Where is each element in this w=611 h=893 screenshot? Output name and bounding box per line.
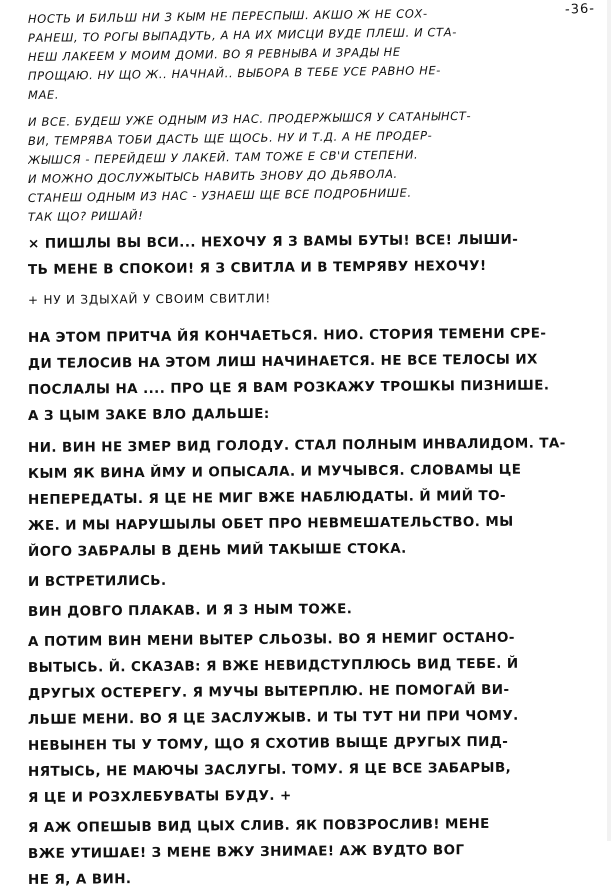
text-line: НЕ Я, А ВИН. [27,871,132,888]
text-line: ПРОЩАЮ. НУ ЩО Ж.. НАЧНАЙ.. ВЫБОРА В ТЕБЕ УСЕ РАВНО НЕ- [27,63,442,83]
text-line: ВЫТЫСЬ. Й. СКАЗАВ: Я ВЖЕ НЕВИДСТУПЛЮСЬ ВИД ТЕБЕ. Й [27,655,519,676]
paragraph-9 [28,629,594,811]
page-content [28,8,594,893]
text-line: И ВСТРЕТИЛИСЬ. [27,572,167,590]
paragraph-7 [28,569,594,595]
text-line: СТАНЕШ ОДНЫМ ИЗ НАС - УЗНАЕШ ЩЕ ВСЕ ПОДРОБНИШЕ. [27,185,412,205]
text-line: КЫМ ЯК ВИНА ЙМУ И ОПЫСАЛА. И МУЧЫВСЯ. СЛОВАМЫ ЦЕ [27,461,522,482]
text-line: А ПОТИМ ВИН МЕНИ ВЫТЕР СЛЬОЗЫ. ВО Я НЕМИГ ОСТАНО- [27,629,515,650]
text-line: ПОСЛАЛЫ НА .... ПРО ЦЕ Я ВАМ РОЗКАЖУ ТРОШКЫ ПИЗНИШЕ. [27,377,550,398]
text-line: Я ЦЕ И РОЗХЛЕБУВАТЫ БУДУ. + [27,787,292,806]
text-line: НЕПЕРЕДАТЫ. Я ЦЕ НЕ МИГ ВЖЕ НАБЛЮДАТЫ. Й МИЙ ТО- [27,487,507,508]
text-line: ЙОГО ЗАБРАЛЫ В ДЕНЬ МИЙ ТАКЫШЕ СТОКА. [27,540,407,560]
paragraph-6 [28,435,594,565]
text-line: РАНЕШ, ТО РОГЫ ВЫПАДУТЬ, А НА ИХ МИСЦИ ВУДЕ ПЛЕШ. И СТА- [27,25,458,45]
paragraph-8 [28,599,594,625]
text-line: НИ. ВИН НЕ ЗМЕР ВИД ГОЛОДУ. СТАЛ ПОЛНЫМ ИНВАЛИДОМ. ТА- [27,435,566,456]
text-line: ТЬ МЕНЕ В СПОКОИ! Я З СВИТЛА И В ТЕМРЯВУ НЕХОЧУ! [27,257,487,278]
paragraph-10 [28,815,594,893]
text-line: НЕВЫНЕН ТЫ У ТОМУ, ЩО Я СХОТИВ ВЫЩЕ ДРУГЫХ ПИД- [27,733,509,754]
text-line: Я АЖ ОПЕШЫВ ВИД ЦЫХ СЛИВ. ЯК ПОВЗРОСЛИВ! МЕНЕ [27,815,490,836]
text-line: НЕШ ЛАКЕЕМ У МОИМ ДОМИ. ВО Я РЕВНЫВА И ЗРАДЫ НЕ [27,44,401,64]
paragraph-2 [27,108,594,227]
text-line: ЖЫШСЯ - ПЕРЕЙДЕШ У ЛАКЕЙ. ТАМ ТОЖЕ Е СВ'И СТЕПЕНИ. [27,147,419,167]
text-line: ВИН ДОВГО ПЛАКАВ. И Я З НЫМ ТОЖЕ. [27,601,353,620]
text-line: ТАК ЩО? РИШАЙ! [27,208,144,224]
text-line: НОСТЬ И БИЛЬШ НИ З КЫМ НЕ ПЕРЕСПЫШ. АКШО Ж НЕ СОХ- [27,6,428,26]
page-edge-shadow [607,0,611,841]
text-line: НЯТЫСЬ, НЕ МАЮЧЫ ЗАСЛУГЫ. ТОМУ. Я ЦЕ ВСЕ ЗАБАРЫВ, [27,759,512,780]
text-line: ДИ ТЕЛОСИВ НА ЭТОМ ЛИШ НАЧИНАЕТСЯ. НЕ ВСЕ ТЕЛОСЫ ИХ [27,351,538,372]
text-line: ЛЬШЕ МЕНИ. ВО Я ЦЕ ЗАСЛУЖЫВ. И ТЫ ТУТ НИ ПРИ ЧОМУ. [27,707,519,728]
text-line: × ПИШЛЫ ВЫ ВСИ... НЕХОЧУ Я З ВАМЫ БУТЫ! ВСЕ! ЛЫШИ- [27,231,519,252]
text-line: МАЕ. [27,87,60,102]
text-line: + НУ И ЗДЫХАЙ У СВОИМ СВИТЛИ! [27,291,271,307]
paragraph-3 [28,231,594,283]
text-line: А З ЦЫМ ЗАКЕ ВЛО ДАЛЬШЕ: [27,405,270,424]
paragraph-4 [28,289,594,311]
page-number: -36- [564,1,596,18]
text-line: ВЖЕ УТИШАЕ! З МЕНЕ ВЖУ ЗНИМАЕ! АЖ ВУДТО ВОГ [27,842,465,862]
text-line: ВИ, ТЕМРЯВА ТОБИ ДАСТЬ ЩЕ ЩОСЬ. НУ И Т.Д. А НЕ ПРОДЕР- [27,128,433,148]
text-line: И МОЖНО ДОСЛУЖЫТЫСЬ НАВИТЬ ЗНОВУ ДО ДЬЯВОЛА. [27,166,398,186]
text-line: ЖЕ. И МЫ НАРУШЫЛЫ ОБЕТ ПРО НЕВМЕШАТЕЛЬСТВО. МЫ [27,513,514,534]
paragraph-5 [28,325,594,429]
text-line: НА ЭТОМ ПРИТЧА ЙЯ КОНЧАЕТЬСЯ. НИО. СТОРИЯ ТЕМЕНИ СРЕ- [27,325,547,346]
text-line: ДРУГЫХ ОСТЕРЕГУ. Я МУЧЫ ВЫТЕРПЛЮ. НЕ ПОМОГАЙ ВИ- [27,681,510,702]
text-line: И ВСЕ. БУДЕШ УЖЕ ОДНЫМ ИЗ НАС. ПРОДЕРЖЫШСЯ У САТАНЫНСТ- [27,108,472,129]
